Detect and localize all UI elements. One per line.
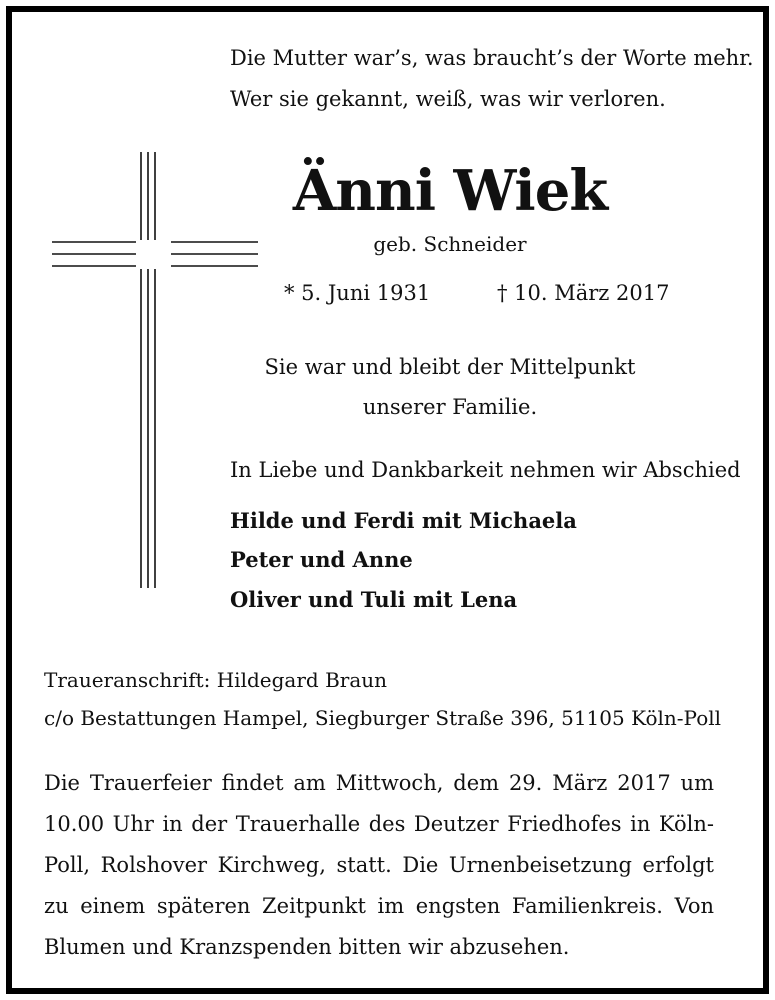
mourner-item: Peter und Anne — [230, 547, 413, 572]
mourner-item: Oliver und Tuli mit Lena — [230, 587, 518, 612]
motto-line-1: Die Mutter war’s, was braucht’s der Worte mehr. — [230, 46, 754, 70]
ceremony-notice: Die Trauerfeier findet am Mittwoch, dem 29. März 2017 um 10.00 Uhr in der Trauerhalle des Deutzer Friedhofes in Köln-Poll, Rolshover Kirchweg, statt. Die Urnenbeisetzung erfolgt zu einem späteren Zeitpunkt im engsten Familienkreis. Von Blumen und Kranzspenden bitten wir abzusehen. — [44, 771, 714, 959]
death-date: † 10. März 2017 — [497, 281, 670, 305]
address-line-2: c/o Bestattungen Hampel, Siegburger Straße 396, 51105 Köln-Poll — [44, 706, 722, 730]
deceased-name: Änni Wiek — [292, 158, 608, 224]
motto-line-2: Wer sie gekannt, weiß, was wir verloren. — [230, 87, 666, 111]
tribute-line-1: Sie war und bleibt der Mittelpunkt — [264, 355, 636, 379]
farewell-text: In Liebe und Dankbarkeit nehmen wir Abschied — [230, 458, 741, 482]
maiden-name: geb. Schneider — [373, 232, 527, 256]
mourner-item: Hilde und Ferdi mit Michaela — [230, 508, 577, 533]
address-line-1: Traueranschrift: Hildegard Braun — [44, 668, 388, 692]
birth-date: * 5. Juni 1931 — [284, 281, 431, 305]
tribute-line-2: unserer Familie. — [362, 395, 538, 419]
